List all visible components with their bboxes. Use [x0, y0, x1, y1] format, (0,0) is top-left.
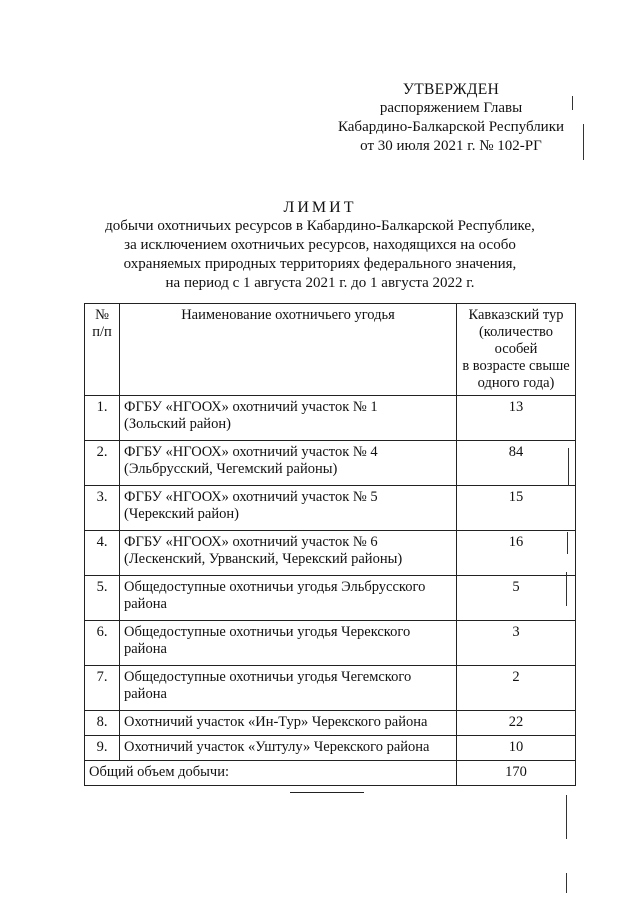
row-name: Охотничий участок «Уштулу» Черекского района: [120, 736, 457, 761]
table-row: [85, 441, 576, 486]
row-name-line-1: ФГБУ «НГООХ» охотничий участок № 6: [124, 534, 378, 550]
row-name-line-1: ФГБУ «НГООХ» охотничий участок № 5: [124, 489, 378, 505]
approved-heading: УТВЕРЖДЕН: [402, 81, 500, 98]
row-name: Охотничий участок «Ин-Тур» Черекского района: [120, 711, 457, 736]
scan-margin-mark: [583, 124, 584, 160]
title-line-3: охраняемых природных территориях федерального значения,: [123, 256, 517, 272]
closing-rule: [290, 792, 364, 793]
limit-table: [84, 303, 576, 786]
row-value: 2: [457, 666, 576, 711]
row-name: [120, 531, 457, 576]
title-line-2: за исключением охотничьих ресурсов, находящихся на особо: [124, 237, 516, 253]
row-num: 3.: [85, 486, 120, 531]
row-name: [120, 621, 457, 666]
row-num: 8.: [85, 711, 120, 736]
approval-line-1: распоряжением Главы: [379, 100, 523, 116]
row-value: 13: [457, 396, 576, 441]
approval-block: [330, 80, 572, 156]
row-value: 10: [457, 736, 576, 761]
row-name-line-1: ФГБУ «НГООХ» охотничий участок № 1: [124, 399, 378, 415]
table-row: [85, 576, 576, 621]
row-value: 3: [457, 621, 576, 666]
row-num: 6.: [85, 621, 120, 666]
header-value: [457, 304, 576, 396]
table-row: [85, 531, 576, 576]
table-row: [85, 711, 576, 736]
total-row: [85, 761, 576, 786]
row-num: 7.: [85, 666, 120, 711]
row-num: 1.: [85, 396, 120, 441]
header-value-line-1: Кавказский тур: [468, 307, 564, 323]
header-num: № п/п: [85, 304, 120, 396]
row-name: [120, 486, 457, 531]
row-name-line-2: (Черекский район): [124, 506, 239, 522]
row-value: 84: [457, 441, 576, 486]
title-line-1: добычи охотничьих ресурсов в Кабардино-Балкарской Республике,: [105, 218, 535, 234]
row-name-line-2: (Эльбрусский, Чегемский районы): [124, 461, 338, 477]
row-name: [120, 666, 457, 711]
row-num: 5.: [85, 576, 120, 621]
row-name-line-1: Общедоступные охотничьи угодья Эльбрусского: [124, 579, 426, 595]
header-value-line-4: в возрасте свыше: [462, 358, 570, 374]
row-name-line-2: (Зольский район): [124, 416, 231, 432]
document-title: [80, 198, 560, 293]
title-heading: ЛИМИТ: [283, 199, 357, 216]
row-name: [120, 396, 457, 441]
header-value-line-2: (количество: [478, 324, 554, 340]
row-num: 4.: [85, 531, 120, 576]
scan-margin-mark: [567, 532, 568, 554]
title-line-4: на период с 1 августа 2021 г. до 1 августа 2022 г.: [165, 275, 475, 291]
row-name-line-1: Общедоступные охотничьи угодья Чегемского: [124, 669, 412, 685]
row-num: 2.: [85, 441, 120, 486]
approval-line-3: от 30 июля 2021 г. № 102-РГ: [360, 138, 542, 154]
total-label: Общий объем добычи:: [85, 761, 457, 786]
scan-margin-mark: [566, 572, 567, 606]
row-name-line-2: района: [124, 596, 167, 612]
scan-margin-mark: [566, 795, 567, 839]
scan-margin-mark: [566, 873, 567, 893]
row-name: [120, 576, 457, 621]
header-value-line-5: одного года): [477, 375, 555, 391]
row-name-line-2: района: [124, 686, 167, 702]
total-value: 170: [457, 761, 576, 786]
row-value: 22: [457, 711, 576, 736]
row-value: 5: [457, 576, 576, 621]
row-value: 15: [457, 486, 576, 531]
table-row: [85, 621, 576, 666]
approval-line-2: Кабардино-Балкарской Республики: [337, 119, 565, 135]
table-row: [85, 396, 576, 441]
row-name-line-2: района: [124, 641, 167, 657]
header-value-line-3: особей: [494, 341, 538, 357]
table-row: [85, 666, 576, 711]
row-num: 9.: [85, 736, 120, 761]
row-name-line-1: Общедоступные охотничьи угодья Черекского: [124, 624, 411, 640]
row-value: 16: [457, 531, 576, 576]
row-name: [120, 441, 457, 486]
scan-margin-mark: [568, 448, 569, 486]
row-name-line-2: (Лескенский, Урванский, Черекский районы): [124, 551, 403, 567]
table-row: [85, 486, 576, 531]
header-name: Наименование охотничьего угодья: [120, 304, 457, 396]
table-header-row: [85, 304, 576, 396]
row-name-line-1: ФГБУ «НГООХ» охотничий участок № 4: [124, 444, 378, 460]
table-row: [85, 736, 576, 761]
scan-margin-mark: [572, 96, 573, 110]
